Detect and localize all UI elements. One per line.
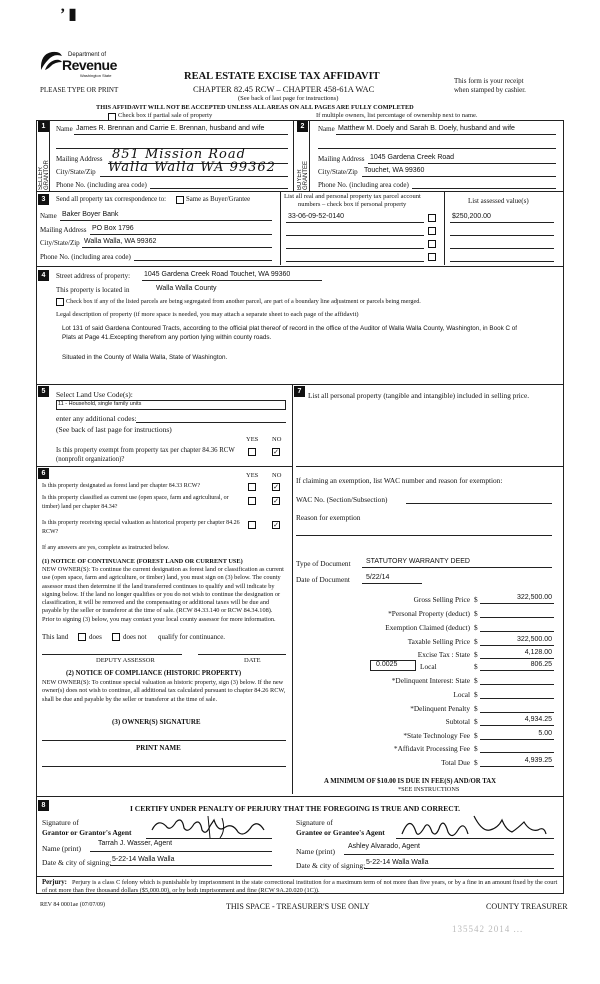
- minimum-note: A MINIMUM OF $10.00 IS DUE IN FEE(S) AND/OR TAX: [324, 778, 497, 785]
- section5-no-header: NO: [272, 436, 282, 443]
- exemption-claimed-dollar: $: [474, 623, 478, 632]
- see-instructions: *SEE INSTRUCTIONS: [398, 786, 460, 793]
- if-yes-note: If any answers are yes, complete as instructed below.: [42, 545, 170, 551]
- logo-washington-state: Washington State: [80, 73, 112, 78]
- grantee-sig-label-1: Signature of: [296, 818, 333, 827]
- continuance-title: (1) NOTICE OF CONTINUANCE (FOREST LAND OR CURRENT USE): [42, 558, 243, 565]
- personal-deduct-dollar: $: [474, 609, 478, 618]
- delinquent-local-label: Local: [453, 690, 470, 699]
- tax-phone-label: Phone No. (including area code): [40, 253, 131, 261]
- delinquent-local-dollar: $: [474, 690, 478, 699]
- date-label: DATE: [244, 657, 261, 664]
- parcels-header-2: numbers – check box if personal property: [298, 201, 407, 208]
- parcel-3-personal-checkbox[interactable]: [428, 240, 436, 248]
- deputy-assessor-label: DEPUTY ASSESSOR: [96, 657, 155, 664]
- does-not-checkbox[interactable]: [112, 633, 120, 641]
- seller-city-label: City/State/Zip: [56, 168, 96, 176]
- grantee-sig-label-2: Grantee or Grantee's Agent: [296, 828, 385, 837]
- parcel-1-personal-checkbox[interactable]: [428, 214, 436, 222]
- tax-city-value: Walla Walla, WA 99362: [84, 238, 157, 245]
- warning-line: THIS AFFIDAVIT WILL NOT BE ACCEPTED UNLESS ALL AREAS ON ALL PAGES ARE FULLY COMPLETED: [96, 104, 414, 111]
- gross-dollar: $: [474, 595, 478, 604]
- continuance-text: NEW OWNER(S): To continue the current designation as forest land or classification as current use (open space, farm and agriculture, or timber) land, you must sign on (3) below. The county assessor must then determine if the land transferred continues to qualify and will indicate by signing below. If the land no longer qualifies or you do not wish to continue the designation or classification, it will be removed and the compensating or additional taxes will be due and payable by the seller or transferor at the time of sale. (RCW 84.33.140 or RCW 84.34.108). Prior to signing (3) below, you may contact your local county assessor for more information.: [42, 566, 284, 623]
- affidavit-fee-dollar: $: [474, 744, 478, 753]
- tax-mailing-value: PO Box 1796: [92, 225, 134, 232]
- personal-property-label: List all personal property (tangible and intangible) included in selling price.: [308, 391, 530, 400]
- grantee-name-value: Ashley Alvarado, Agent: [348, 843, 420, 850]
- gross-value: 322,500.00: [516, 594, 552, 601]
- assessed-header: List assessed value(s): [468, 197, 529, 205]
- section-6-number: 6: [38, 468, 49, 479]
- exemption-label: If claiming an exemption, list WAC number and reason for exemption:: [296, 476, 503, 485]
- grantee-date-value: 5-22-14 Walla Walla: [366, 859, 429, 866]
- grantor-name-label: Name (print): [42, 844, 81, 853]
- grantee-date-label: Date & city of signing:: [296, 861, 366, 870]
- delinquent-interest-label: *Delinquent Interest: State: [391, 676, 470, 685]
- seller-city-value: Walla Walla WA 99362: [108, 160, 276, 175]
- grantor-date-label: Date & city of signing:: [42, 858, 112, 867]
- form-number: REV 84 0001ae (07/07/09): [40, 902, 106, 908]
- certify-statement: I CERTIFY UNDER PENALTY OF PERJURY THAT THE FOREGOING IS TRUE AND CORRECT.: [130, 804, 461, 813]
- scan-mark: ’ ▮: [60, 6, 77, 23]
- subtotal-value: 4,934.25: [524, 716, 552, 723]
- doc-type-value: STATUTORY WARRANTY DEED: [366, 558, 470, 565]
- department-of-revenue-logo: [38, 48, 64, 74]
- local-value: 806.25: [530, 661, 552, 668]
- seller-mailing-value: 851 Mission Road: [112, 147, 246, 162]
- delinquent-penalty-dollar: $: [474, 704, 478, 713]
- tech-fee-label: *State Technology Fee: [403, 731, 470, 740]
- perjury-label: Perjury:: [42, 879, 67, 886]
- local-dollar: $: [474, 662, 478, 671]
- total-due-label: Total Due: [441, 758, 470, 767]
- forest-land-question: Is this property designated as forest land per chapter 84.33 RCW?: [42, 483, 201, 489]
- excise-state-value: 4,128.00: [524, 649, 552, 656]
- receipt-note-2: when stamped by cashier.: [454, 86, 526, 94]
- buyer-name-value: Matthew M. Doely and Sarah B. Doely, husband and wife: [338, 125, 515, 132]
- buyer-mailing-value: 1045 Gardena Creek Road: [370, 154, 455, 161]
- historic-title: (2) NOTICE OF COMPLIANCE (HISTORIC PROPERTY): [66, 670, 242, 677]
- tax-mailing-label: Mailing Address: [40, 226, 87, 234]
- section-3-number: 3: [38, 194, 49, 205]
- section6-yes-header: YES: [246, 472, 259, 479]
- exemption-claimed-label: Exemption Claimed (deduct): [385, 623, 470, 632]
- parcel-4-personal-checkbox[interactable]: [428, 253, 436, 261]
- grantor-sig-label-1: Signature of: [42, 818, 79, 827]
- this-land-label: This land: [42, 633, 69, 641]
- taxable-label: Taxable Selling Price: [407, 637, 470, 646]
- send-correspondence-label: Send all property tax correspondence to:: [56, 196, 167, 203]
- forest-no-checkbox[interactable]: ✓: [273, 483, 279, 491]
- perjury-text: Perjury is a class C felony which is punishable by imprisonment in the state correctional institution for a maximum term of not more than five years, or by a fine in an amount fixed by the court of not more than five thousand dollars ($5,000.00), or by both imprisonment and fine (RCW 9A.20.020 (1C)).: [42, 879, 558, 894]
- street-address-label: Street address of property:: [56, 272, 131, 280]
- subtotal-dollar: $: [474, 717, 478, 726]
- buyer-mailing-label: Mailing Address: [318, 155, 365, 163]
- exempt-yes-checkbox[interactable]: [248, 448, 256, 456]
- buyer-phone-label: Phone No. (including area code): [318, 181, 409, 189]
- section-8-number: 8: [38, 800, 49, 811]
- see-back-instructions: (See back of last page for instructions): [238, 95, 339, 102]
- seller-name-label: Name: [56, 125, 73, 133]
- grantor-date-value: 5-22-14 Walla Walla: [112, 856, 175, 863]
- local-label: Local: [420, 662, 437, 671]
- additional-codes-label: enter any additional codes:: [56, 414, 137, 423]
- treasurer-space-label: THIS SPACE - TREASURER'S USE ONLY: [226, 902, 370, 911]
- current-use-no-checkbox[interactable]: ✓: [273, 497, 279, 505]
- grantor-name-value: Tarrah J. Wasser, Agent: [98, 840, 173, 847]
- section6-no-header: NO: [272, 472, 282, 479]
- multiple-owners-note: If multiple owners, list percentage of ownership next to name.: [316, 112, 478, 119]
- local-rate-value: 0.0025: [376, 661, 398, 668]
- buyer-city-label: City/State/Zip: [318, 168, 358, 176]
- current-use-question: Is this property classified as current use (open space, farm and agricultural, or timber) land per chapter 84.34?: [42, 495, 229, 510]
- doc-date-value: 5/22/14: [366, 574, 390, 581]
- print-name-label: PRINT NAME: [136, 744, 181, 752]
- section-1-number: 1: [38, 121, 49, 132]
- seller-name-value: James R. Brennan and Carrie E. Brennan, husband and wife: [76, 125, 265, 132]
- delinquent-interest-dollar: $: [474, 676, 478, 685]
- qualify-label: qualify for continuance.: [158, 633, 226, 641]
- segregated-label: Check box if any of the listed parcels are being segregated from another parcel, are part of a boundary line adjustment or parcels being merged.: [66, 298, 421, 305]
- owner-signature-title: (3) OWNER(S) SIGNATURE: [112, 718, 201, 726]
- chapter-line: CHAPTER 82.45 RCW – CHAPTER 458-61A WAC: [193, 84, 375, 94]
- subtotal-label: Subtotal: [445, 717, 470, 726]
- partial-sale-label: Check box if partial sale of property: [118, 112, 213, 119]
- buyer-grantee-side-label: BUYER GRANTEE: [297, 160, 309, 190]
- tax-name-value: Baker Boyer Bank: [62, 211, 119, 218]
- segregated-checkbox[interactable]: [56, 298, 64, 306]
- historic-yes-checkbox[interactable]: [248, 521, 256, 529]
- gross-label: Gross Selling Price: [413, 595, 470, 604]
- does-not-label: does not: [123, 633, 147, 641]
- form-title: REAL ESTATE EXCISE TAX AFFIDAVIT: [184, 71, 380, 82]
- county-treasurer-label: COUNTY TREASURER: [486, 902, 568, 911]
- located-in-value: Walla Walla County: [156, 285, 217, 292]
- affidavit-fee-label: *Affidavit Processing Fee: [393, 744, 470, 753]
- located-in-label: This property is located in: [56, 286, 130, 294]
- taxable-dollar: $: [474, 637, 478, 646]
- legal-description-text: Lot 131 of said Gardena Contoured Tracts, according to the official plat thereof of record in the office of the Auditor of Walla Walla County, Washington, in Book C of Plats at Page 41.Excepting therefrom any portion lying within county roads.: [62, 325, 518, 341]
- street-address-value: 1045 Gardena Creek Road Touchet, WA 99360: [144, 271, 291, 278]
- section-2-number: 2: [297, 121, 308, 132]
- logo-department-of: Department of: [68, 52, 107, 58]
- logo-revenue: Revenue: [62, 57, 117, 73]
- situated-text: Situated in the County of Walla Walla, State of Washington.: [62, 354, 228, 361]
- section5-see-back: (See back of last page for instructions): [56, 425, 172, 434]
- section-4-number: 4: [38, 270, 49, 281]
- reason-label: Reason for exemption: [296, 513, 361, 522]
- tax-city-label: City/State/Zip: [40, 239, 80, 247]
- section-7-number: 7: [294, 386, 305, 397]
- receipt-note-1: This form is your receipt: [454, 77, 524, 85]
- parcel-2-personal-checkbox[interactable]: [428, 227, 436, 235]
- same-as-buyer-checkbox[interactable]: [176, 196, 184, 204]
- total-due-value: 4,939.25: [524, 757, 552, 764]
- doc-date-label: Date of Document: [296, 575, 350, 584]
- land-use-label: Select Land Use Code(s):: [56, 390, 133, 399]
- tech-fee-value: 5.00: [538, 730, 552, 737]
- grantee-name-label: Name (print): [296, 847, 335, 856]
- historic-question: Is this property receiving special valuation as historical property per chapter 84.26 RCW?: [42, 520, 240, 535]
- historic-text: NEW OWNER(S): To continue special valuation as historic property, sign (3) below. If the new owner(s) does not wish to continue, all additional tax calculated pursuant to chapter 84.26 RCW, shall be due and payable by the seller or transferor at the time of sale.: [42, 679, 286, 703]
- excise-state-dollar: $: [474, 650, 478, 659]
- parcel-number-1: 33-06-09-52-0140: [288, 213, 345, 220]
- forest-yes-checkbox[interactable]: [248, 483, 256, 491]
- buyer-city-value: Touchet, WA 99360: [364, 167, 425, 174]
- doc-type-label: Type of Document: [296, 559, 351, 568]
- assessed-value-1: $250,200.00: [452, 213, 491, 220]
- section5-yes-header: YES: [246, 436, 259, 443]
- does-label: does: [89, 633, 102, 641]
- grantor-sig-label-2: Grantor or Grantor's Agent: [42, 828, 132, 837]
- excise-state-label: Excise Tax : State: [417, 650, 470, 659]
- legal-description-label: Legal description of property (if more space is needed, you may attach a separate sheet to each page of the affidavit): [56, 311, 359, 318]
- same-as-buyer-label: Same as Buyer/Grantee: [186, 196, 251, 203]
- personal-deduct-label: *Personal Property (deduct): [388, 609, 470, 618]
- total-due-dollar: $: [474, 758, 478, 767]
- delinquent-penalty-label: *Delinquent Penalty: [410, 704, 470, 713]
- seller-mailing-label: Mailing Address: [56, 155, 103, 163]
- exempt-no-checkbox[interactable]: ✓: [273, 448, 279, 456]
- wac-label: WAC No. (Section/Subsection): [296, 495, 388, 504]
- buyer-name-label: Name: [318, 125, 335, 133]
- tech-fee-dollar: $: [474, 731, 478, 740]
- tax-name-label: Name: [40, 212, 57, 220]
- section-5-number: 5: [38, 386, 49, 397]
- seller-phone-label: Phone No. (including area code): [56, 181, 147, 189]
- land-use-value: 11 - Household, single family units: [58, 401, 142, 407]
- exempt-question: Is this property exempt from property tax per chapter 84.36 RCW (nonprofit organization)?: [56, 447, 235, 463]
- does-checkbox[interactable]: [78, 633, 86, 641]
- taxable-value: 322,500.00: [516, 636, 552, 643]
- please-type-label: PLEASE TYPE OR PRINT: [40, 86, 119, 94]
- parcels-header-1: List all real and personal property tax parcel account: [284, 193, 421, 200]
- historic-no-checkbox[interactable]: ✓: [273, 521, 279, 529]
- seller-grantor-side-label: SELLER GRANTOR: [38, 160, 50, 190]
- treasurer-stamp: 135542 2014 ...: [452, 924, 524, 934]
- current-use-yes-checkbox[interactable]: [248, 497, 256, 505]
